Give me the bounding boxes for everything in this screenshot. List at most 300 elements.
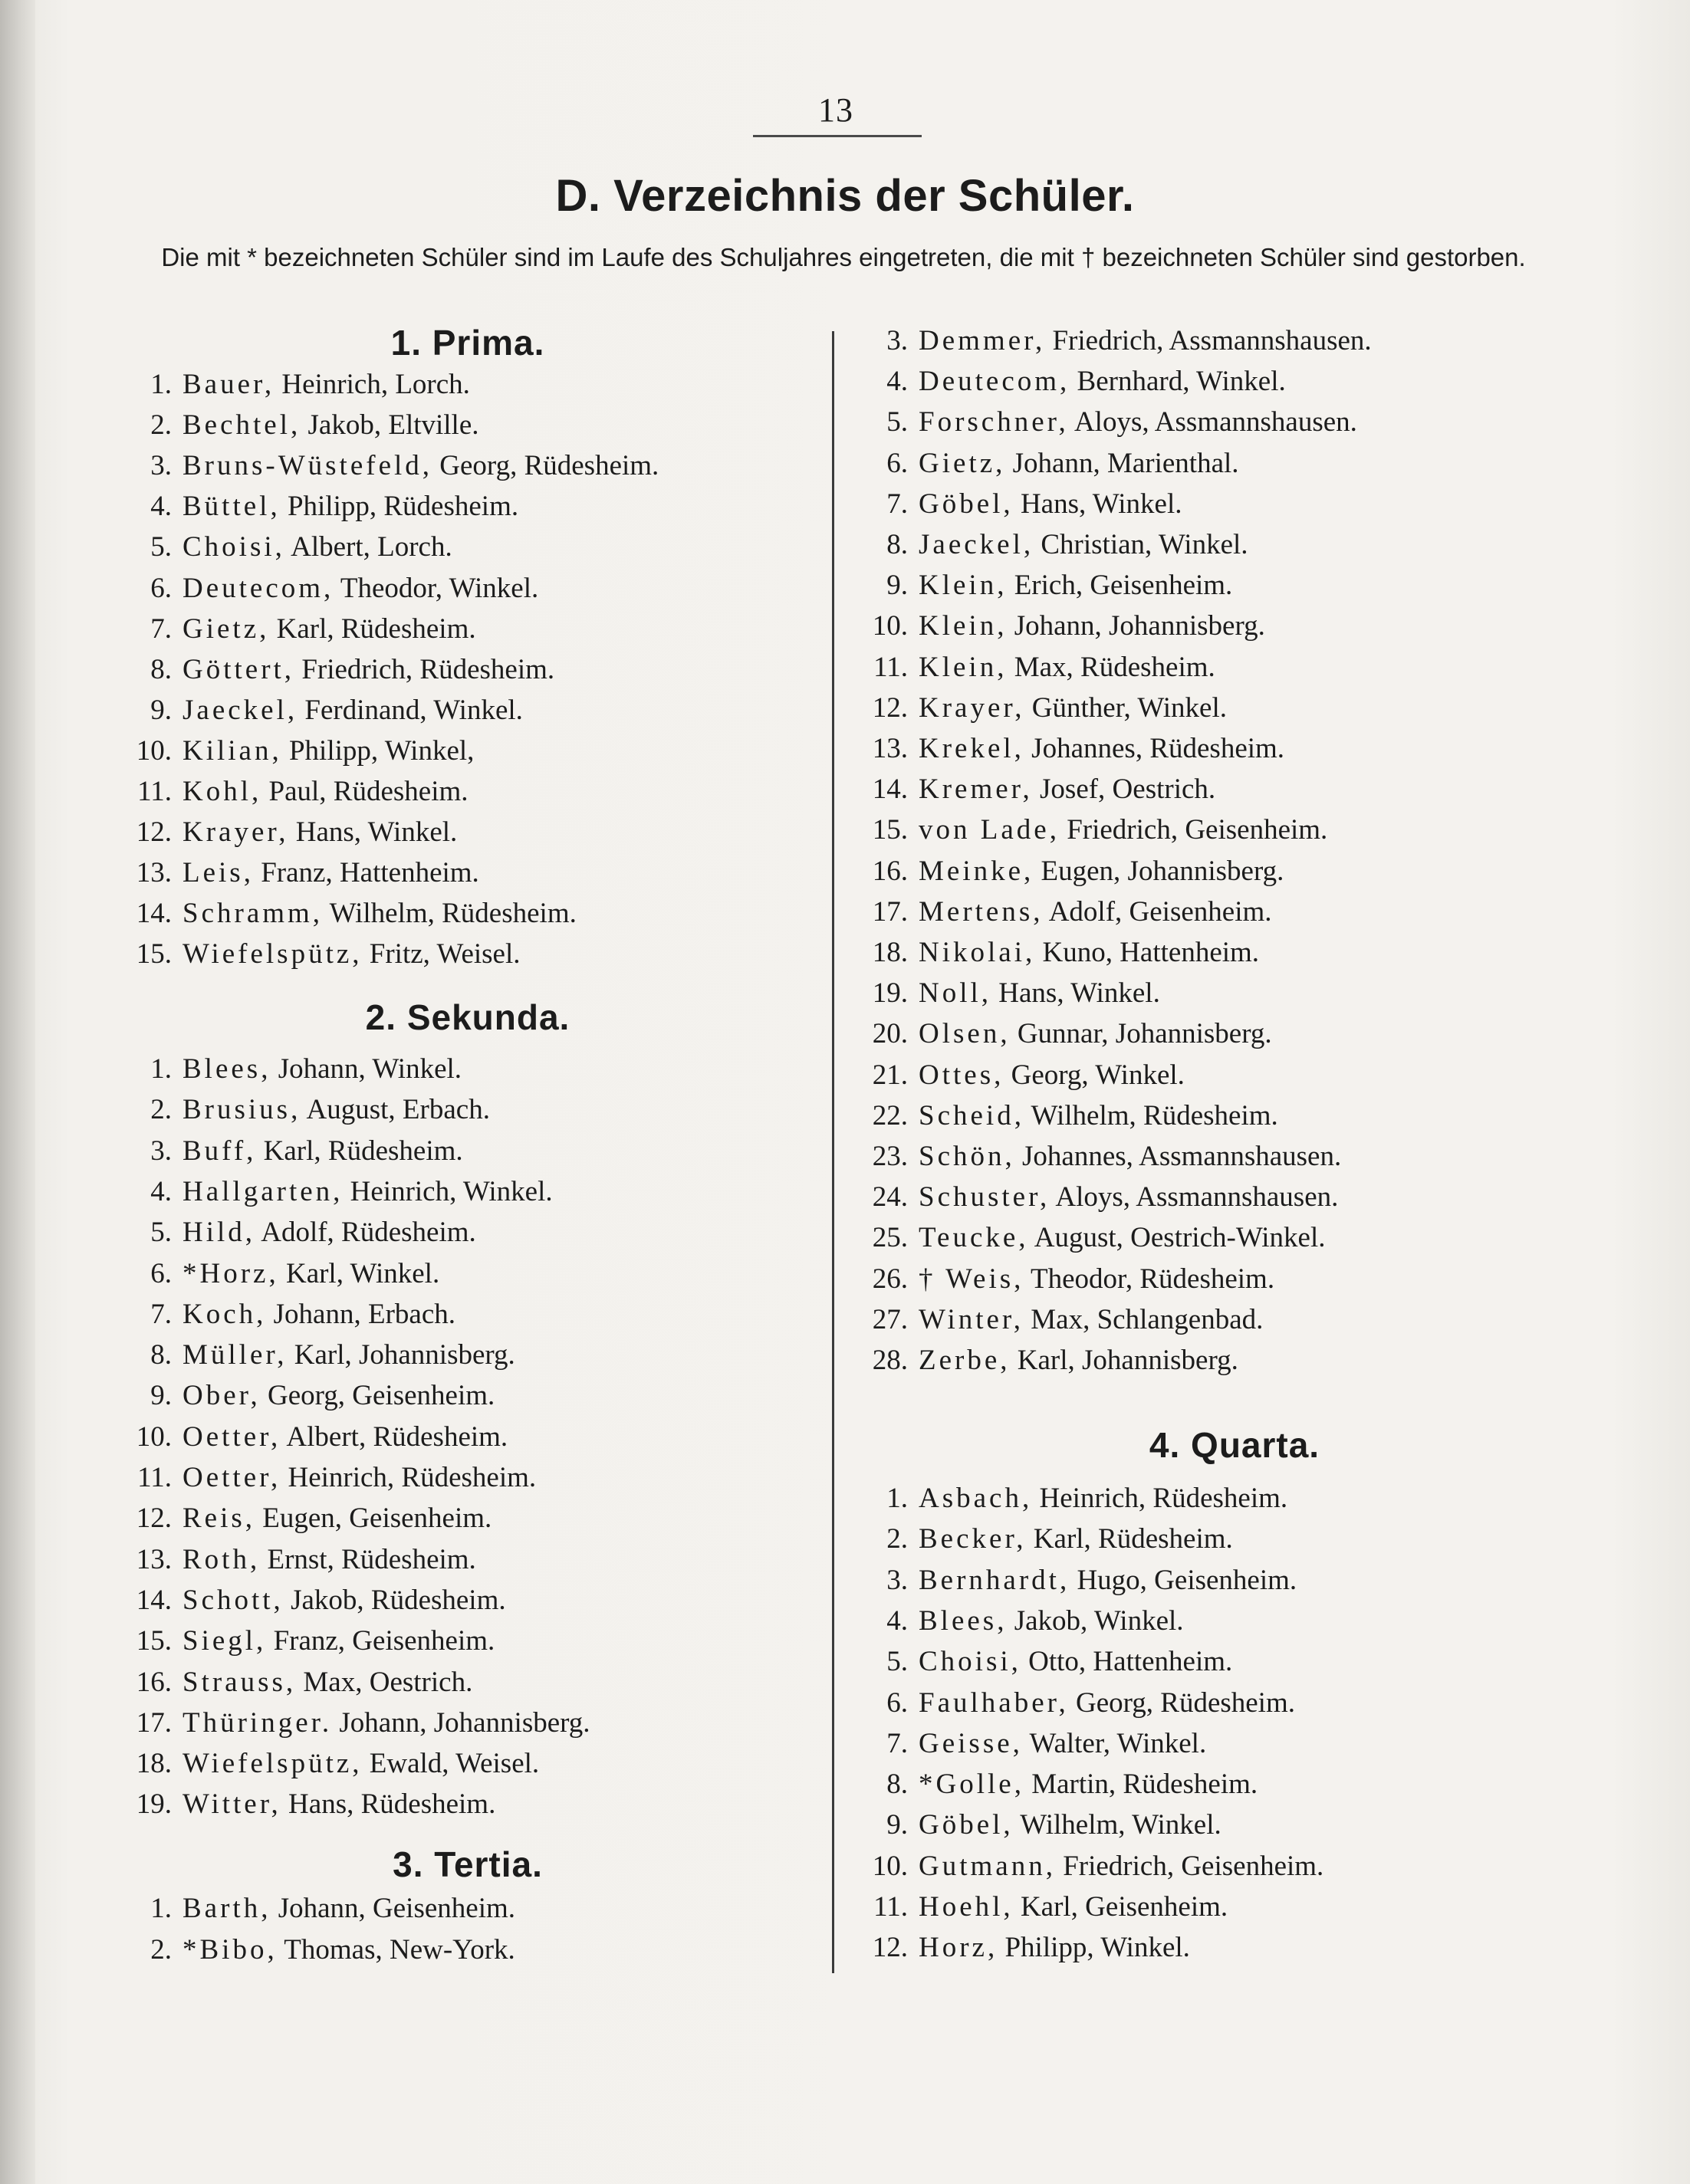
student-details: Aloys, Assmannshausen. xyxy=(1050,1181,1339,1214)
student-details: Johann, Geisenheim. xyxy=(271,1893,515,1924)
student-surname: Deutecom, xyxy=(919,366,1070,398)
student-number: 19. xyxy=(872,977,908,1010)
student-details: Johann, Marienthal. xyxy=(1005,447,1239,479)
student-entry xyxy=(851,1643,1232,1681)
student-entry xyxy=(851,403,1357,442)
student-entry xyxy=(851,363,1286,401)
student-number: 3. xyxy=(150,450,172,482)
student-number: 11. xyxy=(137,1462,172,1493)
student-number: 25. xyxy=(872,1222,908,1254)
student-number: 5. xyxy=(150,531,172,563)
legend-note: Die mit * bezeichneten Schüler sind im Laufe des Schuljahres eingetreten, die mit † bezeichneten Schüler sind gestorben. xyxy=(161,243,1526,271)
student-details: Georg, Rüdesheim. xyxy=(432,450,659,482)
student-details: Theodor, Rüdesheim. xyxy=(1024,1263,1275,1295)
student-entry xyxy=(851,1929,1190,1967)
student-number: 1. xyxy=(150,369,172,400)
student-number: 9. xyxy=(150,1380,172,1412)
student-entry xyxy=(851,485,1182,524)
student-number: 15. xyxy=(872,814,908,846)
student-entry xyxy=(851,811,1327,849)
student-details: Johann, Erbach. xyxy=(266,1298,455,1330)
student-surname: Klein, xyxy=(919,610,1008,642)
student-number: 11. xyxy=(873,651,908,683)
student-surname: Scheid, xyxy=(919,1099,1024,1131)
student-number: 19. xyxy=(136,1788,172,1821)
student-surname: Thüringer. xyxy=(182,1706,333,1739)
student-number: 4. xyxy=(886,1604,908,1637)
student-surname: Gietz, xyxy=(182,613,270,645)
student-surname: Schramm, xyxy=(182,898,324,930)
student-details: Albert, Lorch. xyxy=(284,531,452,563)
student-surname: Becker, xyxy=(919,1523,1027,1555)
student-surname: Asbach, xyxy=(919,1483,1033,1514)
student-number: 26. xyxy=(872,1263,908,1295)
student-entry xyxy=(851,1480,1287,1518)
student-details: Friedrich, Geisenheim. xyxy=(1059,814,1328,846)
student-number: 2. xyxy=(886,1523,908,1555)
student-entry xyxy=(851,1260,1274,1299)
student-surname: Blees, xyxy=(182,1053,271,1085)
student-number: 15. xyxy=(136,938,172,970)
student-entry xyxy=(115,1173,553,1211)
student-surname: Nikolai, xyxy=(919,937,1036,968)
student-details: Philipp, Winkel, xyxy=(281,734,475,767)
student-number: 5. xyxy=(886,406,908,438)
student-entry xyxy=(851,1684,1295,1723)
student-surname: Olsen, xyxy=(919,1018,1011,1050)
student-number: 7. xyxy=(886,1727,908,1759)
student-entry xyxy=(851,445,1239,483)
student-entry xyxy=(115,691,523,730)
student-entry xyxy=(851,649,1215,687)
student-surname: Demmer, xyxy=(919,325,1046,356)
student-surname: Strauss, xyxy=(182,1666,297,1698)
student-surname: Schott, xyxy=(182,1584,284,1616)
student-entry xyxy=(851,934,1259,972)
student-details: Eugen, Johannisberg. xyxy=(1034,855,1284,887)
student-surname: Göttert, xyxy=(182,653,295,685)
student-surname: Klein, xyxy=(919,570,1008,602)
student-number: 9. xyxy=(886,1809,908,1841)
student-surname: Gutmann, xyxy=(919,1850,1056,1882)
student-details: Theodor, Winkel. xyxy=(334,572,539,604)
student-details: Karl, Johannisberg. xyxy=(287,1339,515,1371)
student-details: Heinrich, Rüdesheim. xyxy=(1032,1483,1288,1514)
student-details: Adolf, Geisenheim. xyxy=(1043,895,1272,928)
student-details: Jakob, Winkel. xyxy=(1007,1604,1184,1637)
student-details: Christian, Winkel. xyxy=(1034,529,1248,560)
student-entry xyxy=(851,770,1215,809)
student-number: 1. xyxy=(886,1483,908,1514)
student-surname: Bauer, xyxy=(182,369,275,400)
student-number: 12. xyxy=(872,691,908,724)
student-entry xyxy=(115,1296,455,1334)
student-number: 14. xyxy=(872,773,908,806)
student-number: 2. xyxy=(150,409,172,442)
student-entry xyxy=(851,852,1284,891)
student-surname: *Golle, xyxy=(919,1769,1024,1801)
student-number: 6. xyxy=(886,447,908,479)
student-number: 28. xyxy=(872,1345,908,1376)
student-entry xyxy=(115,1931,515,1969)
student-number: 10. xyxy=(872,610,908,642)
student-entry xyxy=(115,1255,439,1293)
student-details: Karl, Geisenheim. xyxy=(1013,1891,1228,1923)
student-details: Adolf, Rüdesheim. xyxy=(255,1217,476,1249)
student-entry xyxy=(115,773,469,811)
student-entry xyxy=(851,1806,1221,1844)
student-number: 24. xyxy=(872,1181,908,1214)
student-number: 10. xyxy=(136,734,172,767)
student-surname: Faulhaber, xyxy=(919,1686,1069,1719)
student-details: Hugo, Geisenheim. xyxy=(1070,1564,1297,1596)
student-entry xyxy=(851,730,1284,768)
student-surname: Barth, xyxy=(182,1893,271,1924)
student-entry xyxy=(115,570,538,608)
student-details: Johannes, Assmannshausen. xyxy=(1014,1141,1342,1172)
student-number: 12. xyxy=(872,1932,908,1964)
student-number: 16. xyxy=(136,1666,172,1698)
student-surname: Meinke, xyxy=(919,855,1034,887)
student-number: 27. xyxy=(872,1303,908,1335)
student-entry xyxy=(115,1336,515,1374)
student-details: Karl, Winkel. xyxy=(278,1257,440,1289)
student-surname: Hild, xyxy=(182,1217,256,1249)
student-entry xyxy=(851,1342,1238,1380)
student-entry xyxy=(851,689,1227,727)
student-entry xyxy=(851,1765,1258,1804)
student-details: Hans, Winkel. xyxy=(991,977,1160,1010)
student-entry xyxy=(851,1301,1263,1339)
student-surname: Brusius, xyxy=(182,1094,301,1126)
student-details: Thomas, New-York. xyxy=(277,1933,515,1966)
student-details: Philipp, Winkel. xyxy=(998,1932,1190,1964)
student-number: 8. xyxy=(886,529,908,560)
student-surname: Forschner, xyxy=(919,406,1069,438)
student-details: Heinrich, Winkel. xyxy=(343,1175,553,1207)
student-entry xyxy=(115,528,452,567)
student-entry xyxy=(851,1097,1278,1135)
student-number: 17. xyxy=(136,1706,172,1739)
student-details: Wilhelm, Rüdesheim. xyxy=(1024,1099,1278,1131)
student-entry xyxy=(851,567,1232,605)
student-surname: Jaeckel, xyxy=(182,694,298,726)
student-entry xyxy=(115,610,476,649)
student-surname: Jaeckel, xyxy=(919,529,1034,560)
student-entry xyxy=(851,322,1372,360)
student-surname: Bernhardt, xyxy=(919,1564,1070,1596)
student-number: 3. xyxy=(886,325,908,356)
student-entry xyxy=(851,1520,1233,1558)
student-details: Franz, Geisenheim. xyxy=(266,1625,495,1657)
student-surname: Leis, xyxy=(182,857,254,889)
student-entry xyxy=(851,1888,1228,1926)
student-details: Albert, Rüdesheim. xyxy=(281,1420,508,1453)
student-number: 6. xyxy=(150,1257,172,1289)
student-entry xyxy=(115,813,457,852)
student-number: 8. xyxy=(150,653,172,685)
student-entry xyxy=(115,1785,495,1824)
student-surname: Göbel, xyxy=(919,488,1014,520)
student-number: 4. xyxy=(886,366,908,398)
student-details: Friedrich, Geisenheim. xyxy=(1055,1850,1324,1882)
student-entry xyxy=(115,406,479,445)
student-surname: † Weis, xyxy=(919,1263,1024,1295)
student-details: Erich, Geisenheim. xyxy=(1007,570,1233,602)
student-entry xyxy=(851,1602,1184,1640)
student-details: Hans, Rüdesheim. xyxy=(281,1788,496,1821)
student-surname: Göbel, xyxy=(919,1809,1014,1841)
student-number: 9. xyxy=(150,694,172,726)
student-entry xyxy=(115,935,521,974)
student-number: 3. xyxy=(886,1564,908,1596)
student-details: Jakob, Rüdesheim. xyxy=(283,1584,506,1616)
student-surname: Oetter, xyxy=(182,1462,281,1493)
student-entry xyxy=(851,1219,1326,1257)
student-surname: Kremer, xyxy=(919,773,1033,806)
student-details: Josef, Oestrich. xyxy=(1032,773,1216,806)
student-details: Martin, Rüdesheim. xyxy=(1024,1769,1258,1801)
student-entry xyxy=(115,1541,476,1579)
student-number: 11. xyxy=(873,1891,908,1923)
student-entry xyxy=(115,854,479,892)
student-entry xyxy=(115,366,470,404)
student-surname: Noll, xyxy=(919,977,992,1010)
student-surname: Oetter, xyxy=(182,1420,281,1453)
student-entry xyxy=(115,1418,508,1457)
student-number: 14. xyxy=(136,898,172,930)
student-surname: Kohl, xyxy=(182,776,262,807)
student-surname: Wiefelspütz, xyxy=(182,1748,363,1780)
student-details: Georg, Geisenheim. xyxy=(260,1380,495,1412)
student-details: August, Erbach. xyxy=(301,1094,490,1126)
student-number: 11. xyxy=(137,776,172,807)
student-surname: Schuster, xyxy=(919,1181,1050,1214)
student-surname: Bruns-Wüstefeld, xyxy=(182,450,433,482)
student-details: Bernhard, Winkel. xyxy=(1070,366,1286,398)
student-surname: Krekel, xyxy=(919,733,1024,764)
student-surname: Zerbe, xyxy=(919,1345,1011,1376)
student-details: Johann, Johannisberg. xyxy=(1007,610,1265,642)
student-number: 15. xyxy=(136,1625,172,1657)
student-surname: Bechtel, xyxy=(182,409,301,442)
student-number: 10. xyxy=(136,1420,172,1453)
student-number: 2. xyxy=(150,1933,172,1966)
student-entry xyxy=(115,1091,490,1129)
student-details: Otto, Hattenheim. xyxy=(1021,1646,1233,1678)
student-surname: Hallgarten, xyxy=(182,1175,344,1207)
student-number: 21. xyxy=(872,1059,908,1091)
student-entry xyxy=(115,447,659,485)
student-surname: *Bibo, xyxy=(182,1933,278,1966)
student-number: 4. xyxy=(150,1175,172,1207)
student-surname: Hoehl, xyxy=(919,1891,1014,1923)
student-entry xyxy=(851,974,1160,1013)
student-entry xyxy=(851,1056,1185,1095)
section-title-prima: 1. Prima. xyxy=(390,323,545,363)
student-details: Georg, Rüdesheim. xyxy=(1068,1686,1295,1719)
student-entry xyxy=(851,893,1272,931)
student-number: 14. xyxy=(136,1584,172,1616)
student-entry xyxy=(115,1050,462,1089)
student-entry xyxy=(115,1499,492,1538)
student-entry xyxy=(851,1725,1206,1763)
student-entry xyxy=(851,526,1248,564)
student-details: Karl, Johannisberg. xyxy=(1010,1345,1238,1376)
student-entry xyxy=(115,1745,539,1783)
student-surname: Gietz, xyxy=(919,447,1006,479)
student-number: 7. xyxy=(150,613,172,645)
student-entry xyxy=(115,895,577,933)
page-number: 13 xyxy=(818,91,853,129)
student-number: 22. xyxy=(872,1099,908,1131)
student-entry xyxy=(115,651,554,689)
student-details: Ferdinand, Winkel. xyxy=(298,694,523,726)
student-entry xyxy=(115,1890,515,1928)
student-details: Ernst, Rüdesheim. xyxy=(260,1543,476,1575)
student-number: 1. xyxy=(150,1053,172,1085)
student-surname: Winter, xyxy=(919,1303,1024,1335)
student-entry xyxy=(851,1847,1323,1886)
page-number-rule xyxy=(753,135,922,137)
student-number: 7. xyxy=(886,488,908,520)
student-surname: Blees, xyxy=(919,1604,1008,1637)
student-entry xyxy=(115,1704,590,1742)
student-surname: Roth, xyxy=(182,1543,261,1575)
student-surname: Kilian, xyxy=(182,734,282,767)
student-entry xyxy=(851,1015,1272,1053)
student-details: Max, Rüdesheim. xyxy=(1007,651,1215,683)
student-surname: Teucke, xyxy=(919,1222,1029,1254)
student-number: 13. xyxy=(136,1543,172,1575)
student-details: Hans, Winkel. xyxy=(288,816,458,849)
student-details: Johann, Winkel. xyxy=(271,1053,462,1085)
student-number: 16. xyxy=(872,855,908,887)
student-number: 6. xyxy=(150,572,172,604)
student-surname: Horz, xyxy=(919,1932,998,1964)
student-entry xyxy=(115,1622,495,1660)
student-details: Heinrich, Rüdesheim. xyxy=(281,1462,537,1493)
column-divider xyxy=(832,331,834,1973)
student-details: Aloys, Assmannshausen. xyxy=(1068,406,1357,438)
student-entry xyxy=(115,1459,536,1497)
student-surname: Ober, xyxy=(182,1380,261,1412)
student-number: 9. xyxy=(886,570,908,602)
section-title-tertia: 3. Tertia. xyxy=(393,1844,543,1884)
student-surname: Reis, xyxy=(182,1503,256,1535)
student-details: Johann, Johannisberg. xyxy=(332,1706,590,1739)
student-details: Friedrich, Rüdesheim. xyxy=(294,653,555,685)
student-details: Karl, Rüdesheim. xyxy=(1026,1523,1233,1555)
student-details: Karl, Rüdesheim. xyxy=(269,613,476,645)
student-details: Philipp, Rüdesheim. xyxy=(280,491,519,523)
student-details: Georg, Winkel. xyxy=(1004,1059,1185,1091)
student-entry xyxy=(115,1214,476,1252)
student-entry xyxy=(115,1663,472,1702)
student-surname: Krayer, xyxy=(919,691,1025,724)
student-surname: Büttel, xyxy=(182,491,281,523)
student-surname: Mertens, xyxy=(919,895,1044,928)
student-number: 12. xyxy=(136,1503,172,1535)
student-surname: Buff, xyxy=(182,1135,257,1167)
student-details: August, Oestrich-Winkel. xyxy=(1028,1222,1326,1254)
student-details: Karl, Rüdesheim. xyxy=(256,1135,463,1167)
student-details: Hans, Winkel. xyxy=(1013,488,1182,520)
student-number: 13. xyxy=(136,857,172,889)
student-entry xyxy=(115,488,518,526)
student-surname: Witter, xyxy=(182,1788,281,1821)
student-number: 5. xyxy=(150,1217,172,1249)
student-details: Wilhelm, Winkel. xyxy=(1013,1809,1221,1841)
student-details: Max, Oestrich. xyxy=(296,1666,473,1698)
student-details: Kuno, Hattenheim. xyxy=(1035,937,1260,968)
student-details: Paul, Rüdesheim. xyxy=(261,776,469,807)
student-details: Fritz, Weisel. xyxy=(362,938,521,970)
student-entry xyxy=(851,1178,1338,1217)
student-number: 5. xyxy=(886,1646,908,1678)
student-number: 10. xyxy=(872,1850,908,1882)
student-surname: Klein, xyxy=(919,651,1008,683)
student-details: Max, Schlangenbad. xyxy=(1024,1303,1264,1335)
student-entry xyxy=(851,607,1265,645)
student-number: 4. xyxy=(150,491,172,523)
student-surname: Koch, xyxy=(182,1298,267,1330)
student-surname: Krayer, xyxy=(182,816,289,849)
student-number: 1. xyxy=(150,1893,172,1924)
student-entry xyxy=(851,1562,1297,1600)
section-title-sekunda: 2. Sekunda. xyxy=(365,997,570,1037)
student-number: 20. xyxy=(872,1018,908,1050)
book-spine-shadow xyxy=(0,0,35,2184)
student-number: 12. xyxy=(136,816,172,849)
student-entry xyxy=(115,732,474,770)
student-number: 18. xyxy=(136,1748,172,1780)
student-details: Günther, Winkel. xyxy=(1024,691,1228,724)
student-surname: Müller, xyxy=(182,1339,288,1371)
student-surname: Ottes, xyxy=(919,1059,1004,1091)
student-surname: Geisse, xyxy=(919,1727,1023,1759)
student-number: 8. xyxy=(150,1339,172,1371)
student-details: Franz, Hattenheim. xyxy=(253,857,479,889)
student-details: Johannes, Rüdesheim. xyxy=(1024,733,1285,764)
student-entry xyxy=(851,1138,1341,1176)
student-number: 23. xyxy=(872,1141,908,1172)
page-title: D. Verzeichnis der Schüler. xyxy=(555,171,1135,221)
student-surname: Siegl, xyxy=(182,1625,267,1657)
student-surname: Schön, xyxy=(919,1141,1015,1172)
student-details: Ewald, Weisel. xyxy=(362,1748,540,1780)
student-surname: Choisi, xyxy=(182,531,285,563)
student-details: Friedrich, Assmannshausen. xyxy=(1045,325,1372,356)
student-surname: *Horz, xyxy=(182,1257,279,1289)
student-number: 8. xyxy=(886,1769,908,1801)
student-number: 13. xyxy=(872,733,908,764)
student-surname: von Lade, xyxy=(919,814,1060,846)
student-number: 18. xyxy=(872,937,908,968)
student-entry xyxy=(115,1132,463,1171)
student-number: 7. xyxy=(150,1298,172,1330)
student-number: 6. xyxy=(886,1686,908,1719)
student-surname: Wiefelspütz, xyxy=(182,938,363,970)
student-number: 3. xyxy=(150,1135,172,1167)
section-title-quarta: 4. Quarta. xyxy=(1149,1425,1320,1465)
student-details: Walter, Winkel. xyxy=(1022,1727,1207,1759)
student-entry xyxy=(115,1377,495,1415)
student-number: 2. xyxy=(150,1094,172,1126)
student-details: Gunnar, Johannisberg. xyxy=(1010,1018,1272,1050)
student-details: Eugen, Geisenheim. xyxy=(255,1503,492,1535)
student-entry xyxy=(115,1581,506,1620)
